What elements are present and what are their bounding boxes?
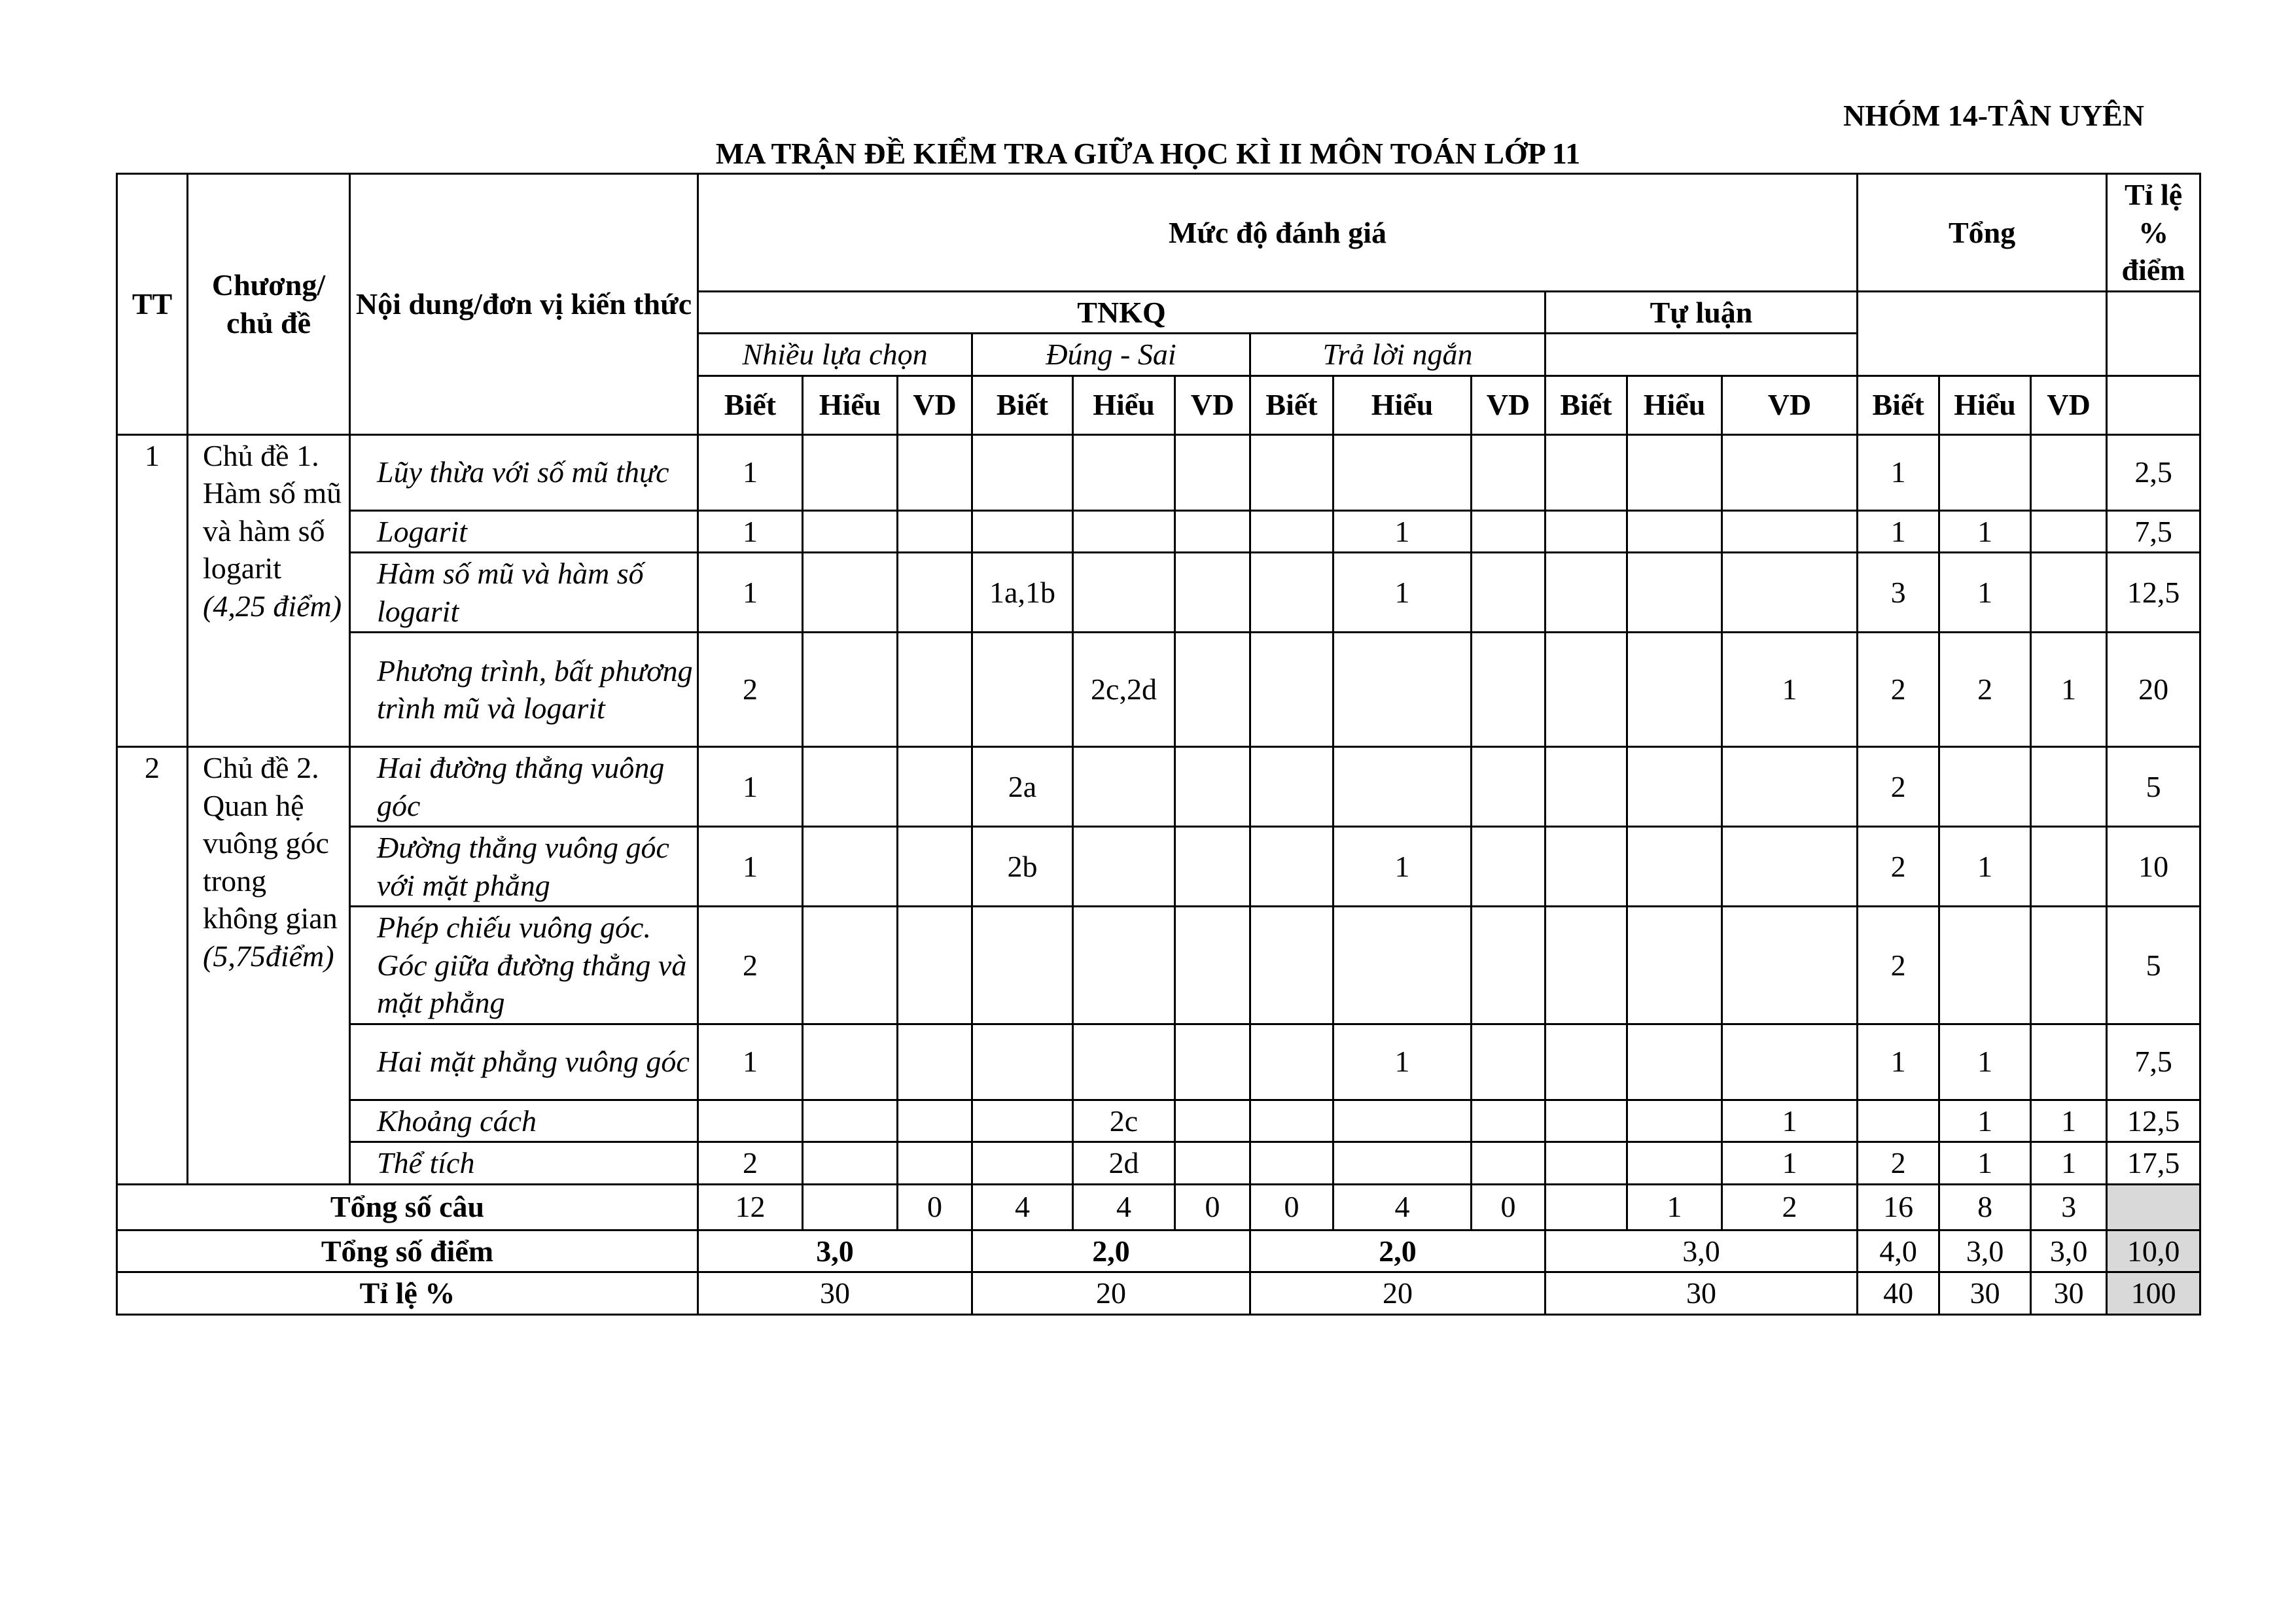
- topic-cell: [188, 747, 350, 1185]
- cell-total-biet: 2: [1858, 827, 1939, 907]
- cell-total-biet: 3: [1858, 553, 1939, 633]
- cell-tf-hieu: 2d: [1073, 1142, 1175, 1185]
- cell-short-hieu: [1333, 434, 1472, 510]
- total-points-row: [117, 1230, 2200, 1272]
- level-vd: VD: [2031, 375, 2107, 434]
- header-row-1: [117, 174, 2200, 292]
- header-true-false: Đúng - Sai: [972, 334, 1250, 376]
- total-questions-short-vd: 0: [1472, 1184, 1545, 1230]
- cell-total-vd: 1: [2031, 1100, 2107, 1142]
- total-points-essay: 3,0: [1545, 1230, 1858, 1272]
- cell-tf-vd: [1175, 1024, 1250, 1100]
- cell-mc-vd: [898, 434, 972, 510]
- cell-tf-biet: [972, 510, 1073, 553]
- total-questions-total-vd: 3: [2031, 1184, 2107, 1230]
- topic-cell: [188, 434, 350, 747]
- cell-essay-biet: [1545, 1142, 1627, 1185]
- cell-tf-hieu: 2c,2d: [1073, 633, 1175, 747]
- cell-total-vd: [2031, 1024, 2107, 1100]
- cell-mc-hieu: [803, 747, 898, 827]
- cell-short-hieu: [1333, 907, 1472, 1024]
- cell-tf-biet: [972, 1142, 1073, 1185]
- cell-total-vd: [2031, 827, 2107, 907]
- total-questions-label: Tổng số câu: [117, 1184, 698, 1230]
- cell-total-vd: [2031, 510, 2107, 553]
- cell-short-vd: [1472, 633, 1545, 747]
- cell-short-biet: [1250, 747, 1333, 827]
- level-vd: VD: [1175, 375, 1250, 434]
- cell-short-vd: [1472, 1024, 1545, 1100]
- header-ratio-blank: [2107, 291, 2200, 375]
- cell-mc-biet: [698, 1100, 803, 1142]
- cell-tf-biet: 2a: [972, 747, 1073, 827]
- table-body: [117, 434, 2200, 1184]
- total-points-mc: 3,0: [698, 1230, 972, 1272]
- topic-points: (5,75điểm): [203, 939, 334, 973]
- cell-short-vd: [1472, 907, 1545, 1024]
- header-multiple-choice: Nhiều lựa chọn: [698, 334, 972, 376]
- level-hieu: Hiểu: [803, 375, 898, 434]
- level-hieu: Hiểu: [1333, 375, 1472, 434]
- percent-mc: 30: [698, 1272, 972, 1315]
- table-row: [117, 633, 2200, 747]
- cell-mc-hieu: [803, 553, 898, 633]
- cell-tf-hieu: [1073, 747, 1175, 827]
- cell-ratio: 17,5: [2107, 1142, 2200, 1185]
- total-points-hieu: 3,0: [1939, 1230, 2031, 1272]
- cell-total-hieu: 1: [1939, 510, 2031, 553]
- total-questions-short-biet: 0: [1250, 1184, 1333, 1230]
- cell-essay-vd: [1722, 827, 1858, 907]
- cell-total-vd: 1: [2031, 1142, 2107, 1185]
- cell-essay-hieu: [1627, 434, 1722, 510]
- header-total: Tổng: [1858, 174, 2107, 292]
- cell-tf-hieu: [1073, 510, 1175, 553]
- cell-tf-biet: [972, 1100, 1073, 1142]
- cell-short-biet: [1250, 907, 1333, 1024]
- cell-mc-hieu: [803, 907, 898, 1024]
- cell-tf-vd: [1175, 553, 1250, 633]
- cell-ratio: 10: [2107, 827, 2200, 907]
- cell-short-vd: [1472, 434, 1545, 510]
- cell-mc-vd: [898, 1024, 972, 1100]
- total-questions-tf-hieu: 4: [1073, 1184, 1175, 1230]
- level-biet: Biết: [1545, 375, 1627, 434]
- total-questions-mc-vd: 0: [898, 1184, 972, 1230]
- cell-mc-biet: 2: [698, 907, 803, 1024]
- level-biet: Biết: [1858, 375, 1939, 434]
- cell-short-hieu: 1: [1333, 1024, 1472, 1100]
- cell-total-hieu: 1: [1939, 553, 2031, 633]
- cell-essay-hieu: [1627, 553, 1722, 633]
- cell-tf-vd: [1175, 747, 1250, 827]
- header-ratio-blank: [2107, 375, 2200, 434]
- table-row: [117, 434, 2200, 510]
- cell-mc-biet: 1: [698, 553, 803, 633]
- total-points-label: Tổng số điểm: [117, 1230, 698, 1272]
- level-vd: VD: [1472, 375, 1545, 434]
- cell-essay-vd: 1: [1722, 1142, 1858, 1185]
- cell-essay-vd: [1722, 1024, 1858, 1100]
- total-points-biet: 4,0: [1858, 1230, 1939, 1272]
- topic-number: 2: [117, 747, 188, 1185]
- cell-tf-biet: 1a,1b: [972, 553, 1073, 633]
- table-row: [117, 827, 2200, 907]
- cell-total-hieu: 2: [1939, 633, 2031, 747]
- percent-row: [117, 1272, 2200, 1315]
- cell-short-vd: [1472, 1142, 1545, 1185]
- header-essay-blank: [1545, 334, 1858, 376]
- topic-name: Chủ đề 1. Hàm số mũ và hàm số logarit: [203, 438, 342, 585]
- cell-tf-hieu: [1073, 1024, 1175, 1100]
- document-title: MA TRẬN ĐỀ KIỂM TRA GIỮA HỌC KÌ II MÔN TOÁN LỚP 11: [715, 137, 1581, 170]
- cell-total-biet: 2: [1858, 907, 1939, 1024]
- cell-tf-hieu: 2c: [1073, 1100, 1175, 1142]
- cell-short-vd: [1472, 827, 1545, 907]
- content-unit: Thể tích: [350, 1142, 698, 1185]
- cell-mc-vd: [898, 553, 972, 633]
- cell-short-hieu: [1333, 633, 1472, 747]
- cell-mc-biet: 1: [698, 434, 803, 510]
- cell-tf-vd: [1175, 633, 1250, 747]
- cell-tf-biet: [972, 434, 1073, 510]
- group-label: NHÓM 14-TÂN UYÊN: [1843, 99, 2144, 132]
- percent-biet: 40: [1858, 1272, 1939, 1315]
- cell-ratio: 12,5: [2107, 553, 2200, 633]
- cell-essay-biet: [1545, 434, 1627, 510]
- cell-essay-biet: [1545, 1100, 1627, 1142]
- assessment-matrix-table: [116, 173, 2201, 1316]
- topic-points: (4,25 điểm): [203, 589, 342, 623]
- level-biet: Biết: [698, 375, 803, 434]
- percent-ratio: 100: [2107, 1272, 2200, 1315]
- cell-ratio: 5: [2107, 747, 2200, 827]
- total-questions-mc-hieu: [803, 1184, 898, 1230]
- percent-tf: 20: [972, 1272, 1250, 1315]
- cell-total-hieu: [1939, 907, 2031, 1024]
- cell-essay-biet: [1545, 553, 1627, 633]
- cell-short-biet: [1250, 1024, 1333, 1100]
- cell-total-biet: [1858, 1100, 1939, 1142]
- cell-essay-hieu: [1627, 1100, 1722, 1142]
- total-points-vd: 3,0: [2031, 1230, 2107, 1272]
- cell-tf-vd: [1175, 434, 1250, 510]
- table-footer: [117, 1184, 2200, 1314]
- cell-short-biet: [1250, 1142, 1333, 1185]
- cell-short-biet: [1250, 510, 1333, 553]
- table-row: [117, 1142, 2200, 1185]
- cell-mc-vd: [898, 1142, 972, 1185]
- cell-total-hieu: 1: [1939, 1100, 2031, 1142]
- cell-mc-vd: [898, 1100, 972, 1142]
- cell-short-hieu: 1: [1333, 827, 1472, 907]
- cell-short-biet: [1250, 553, 1333, 633]
- level-vd: VD: [1722, 375, 1858, 434]
- content-unit: Logarit: [350, 510, 698, 553]
- cell-mc-biet: 2: [698, 633, 803, 747]
- cell-mc-vd: [898, 907, 972, 1024]
- percent-essay: 30: [1545, 1272, 1858, 1315]
- cell-short-hieu: [1333, 1100, 1472, 1142]
- header-ratio: Tỉ lệ % điểm: [2107, 174, 2200, 292]
- table-row: [117, 907, 2200, 1024]
- cell-tf-hieu: [1073, 434, 1175, 510]
- topic-number: 1: [117, 434, 188, 747]
- cell-ratio: 20: [2107, 633, 2200, 747]
- cell-ratio: 7,5: [2107, 1024, 2200, 1100]
- cell-mc-hieu: [803, 827, 898, 907]
- cell-mc-biet: 2: [698, 1142, 803, 1185]
- cell-total-hieu: [1939, 434, 2031, 510]
- cell-short-hieu: [1333, 747, 1472, 827]
- header-tnkq: TNKQ: [698, 291, 1545, 334]
- percent-short: 20: [1250, 1272, 1545, 1315]
- cell-short-vd: [1472, 747, 1545, 827]
- content-unit: Hai mặt phẳng vuông góc: [350, 1024, 698, 1100]
- content-unit: Đường thẳng vuông góc với mặt phẳng: [350, 827, 698, 907]
- level-biet: Biết: [972, 375, 1073, 434]
- cell-mc-hieu: [803, 1100, 898, 1142]
- content-unit: Hai đường thẳng vuông góc: [350, 747, 698, 827]
- content-unit: Hàm số mũ và hàm số logarit: [350, 553, 698, 633]
- level-biet: Biết: [1250, 375, 1333, 434]
- total-questions-tf-biet: 4: [972, 1184, 1073, 1230]
- cell-essay-vd: [1722, 907, 1858, 1024]
- percent-vd: 30: [2031, 1272, 2107, 1315]
- cell-tf-hieu: [1073, 907, 1175, 1024]
- cell-tf-biet: [972, 907, 1073, 1024]
- cell-tf-hieu: [1073, 553, 1175, 633]
- cell-tf-biet: [972, 633, 1073, 747]
- level-hieu: Hiểu: [1073, 375, 1175, 434]
- cell-essay-hieu: [1627, 1142, 1722, 1185]
- level-hieu: Hiểu: [1939, 375, 2031, 434]
- percent-label: Tỉ lệ %: [117, 1272, 698, 1315]
- cell-tf-hieu: [1073, 827, 1175, 907]
- cell-essay-vd: [1722, 510, 1858, 553]
- total-questions-ratio-blank: [2107, 1184, 2200, 1230]
- cell-mc-hieu: [803, 510, 898, 553]
- total-questions-total-biet: 16: [1858, 1184, 1939, 1230]
- level-hieu: Hiểu: [1627, 375, 1722, 434]
- header-total-blank: [1858, 291, 2107, 375]
- cell-essay-vd: [1722, 434, 1858, 510]
- topic-name: Chủ đề 2. Quan hệ vuông góc trong không gian: [203, 751, 338, 935]
- total-questions-tf-vd: 0: [1175, 1184, 1250, 1230]
- cell-essay-hieu: [1627, 827, 1722, 907]
- cell-short-hieu: [1333, 1142, 1472, 1185]
- cell-tf-vd: [1175, 827, 1250, 907]
- header-assessment-levels: Mức độ đánh giá: [698, 174, 1858, 292]
- cell-short-vd: [1472, 510, 1545, 553]
- cell-essay-hieu: [1627, 510, 1722, 553]
- content-unit: Phép chiếu vuông góc. Góc giữa đường thẳng và mặt phẳng: [350, 907, 698, 1024]
- total-questions-essay-vd: 2: [1722, 1184, 1858, 1230]
- cell-tf-biet: [972, 1024, 1073, 1100]
- cell-essay-hieu: [1627, 1024, 1722, 1100]
- cell-total-vd: [2031, 907, 2107, 1024]
- cell-total-hieu: 1: [1939, 1024, 2031, 1100]
- total-questions-essay-biet: [1545, 1184, 1627, 1230]
- total-points-tf: 2,0: [972, 1230, 1250, 1272]
- cell-essay-hieu: [1627, 747, 1722, 827]
- level-vd: VD: [898, 375, 972, 434]
- header-tt: TT: [117, 174, 188, 435]
- cell-essay-biet: [1545, 907, 1627, 1024]
- cell-ratio: 5: [2107, 907, 2200, 1024]
- content-unit: Lũy thừa với số mũ thực: [350, 434, 698, 510]
- cell-tf-vd: [1175, 1100, 1250, 1142]
- cell-essay-biet: [1545, 633, 1627, 747]
- total-questions-essay-hieu: 1: [1627, 1184, 1722, 1230]
- cell-mc-hieu: [803, 434, 898, 510]
- cell-tf-biet: 2b: [972, 827, 1073, 907]
- table-row: [117, 747, 2200, 827]
- cell-mc-vd: [898, 510, 972, 553]
- content-unit: Phương trình, bất phương trình mũ và logarit: [350, 633, 698, 747]
- table-row: [117, 553, 2200, 633]
- content-unit: Khoảng cách: [350, 1100, 698, 1142]
- cell-total-hieu: [1939, 747, 2031, 827]
- cell-mc-hieu: [803, 1142, 898, 1185]
- cell-short-biet: [1250, 434, 1333, 510]
- cell-essay-vd: 1: [1722, 633, 1858, 747]
- total-questions-row: [117, 1184, 2200, 1230]
- total-questions-short-hieu: 4: [1333, 1184, 1472, 1230]
- cell-short-vd: [1472, 1100, 1545, 1142]
- cell-essay-hieu: [1627, 633, 1722, 747]
- header-chapter: Chương/ chủ đề: [188, 174, 350, 435]
- cell-essay-biet: [1545, 827, 1627, 907]
- cell-total-biet: 2: [1858, 633, 1939, 747]
- cell-mc-biet: 1: [698, 747, 803, 827]
- total-questions-total-hieu: 8: [1939, 1184, 2031, 1230]
- cell-mc-biet: 1: [698, 1024, 803, 1100]
- cell-short-biet: [1250, 633, 1333, 747]
- cell-mc-hieu: [803, 1024, 898, 1100]
- cell-essay-vd: [1722, 747, 1858, 827]
- cell-mc-vd: [898, 633, 972, 747]
- cell-mc-vd: [898, 827, 972, 907]
- cell-total-biet: 2: [1858, 1142, 1939, 1185]
- cell-ratio: 7,5: [2107, 510, 2200, 553]
- header-essay: Tự luận: [1545, 291, 1858, 334]
- total-points-ratio: 10,0: [2107, 1230, 2200, 1272]
- cell-essay-vd: [1722, 553, 1858, 633]
- table-row: [117, 510, 2200, 553]
- cell-total-biet: 1: [1858, 510, 1939, 553]
- cell-total-vd: [2031, 747, 2107, 827]
- cell-short-hieu: 1: [1333, 510, 1472, 553]
- cell-total-biet: 1: [1858, 1024, 1939, 1100]
- cell-total-biet: 2: [1858, 747, 1939, 827]
- cell-tf-vd: [1175, 510, 1250, 553]
- cell-mc-biet: 1: [698, 510, 803, 553]
- table-row: [117, 1100, 2200, 1142]
- cell-essay-biet: [1545, 747, 1627, 827]
- cell-mc-hieu: [803, 633, 898, 747]
- percent-hieu: 30: [1939, 1272, 2031, 1315]
- cell-mc-vd: [898, 747, 972, 827]
- cell-short-hieu: 1: [1333, 553, 1472, 633]
- cell-essay-biet: [1545, 1024, 1627, 1100]
- cell-tf-vd: [1175, 907, 1250, 1024]
- cell-total-vd: [2031, 553, 2107, 633]
- cell-ratio: 2,5: [2107, 434, 2200, 510]
- header-short-answer: Trả lời ngắn: [1250, 334, 1545, 376]
- cell-essay-hieu: [1627, 907, 1722, 1024]
- cell-total-vd: [2031, 434, 2107, 510]
- cell-essay-biet: [1545, 510, 1627, 553]
- total-questions-mc-biet: 12: [698, 1184, 803, 1230]
- cell-short-biet: [1250, 1100, 1333, 1142]
- cell-mc-biet: 1: [698, 827, 803, 907]
- cell-total-hieu: 1: [1939, 827, 2031, 907]
- header-content: Nội dung/đơn vị kiến thức: [350, 174, 698, 435]
- cell-ratio: 12,5: [2107, 1100, 2200, 1142]
- total-points-short: 2,0: [1250, 1230, 1545, 1272]
- cell-total-vd: 1: [2031, 633, 2107, 747]
- cell-essay-vd: 1: [1722, 1100, 1858, 1142]
- cell-total-biet: 1: [1858, 434, 1939, 510]
- cell-short-vd: [1472, 553, 1545, 633]
- cell-tf-vd: [1175, 1142, 1250, 1185]
- cell-short-biet: [1250, 827, 1333, 907]
- table-row: [117, 1024, 2200, 1100]
- cell-total-hieu: 1: [1939, 1142, 2031, 1185]
